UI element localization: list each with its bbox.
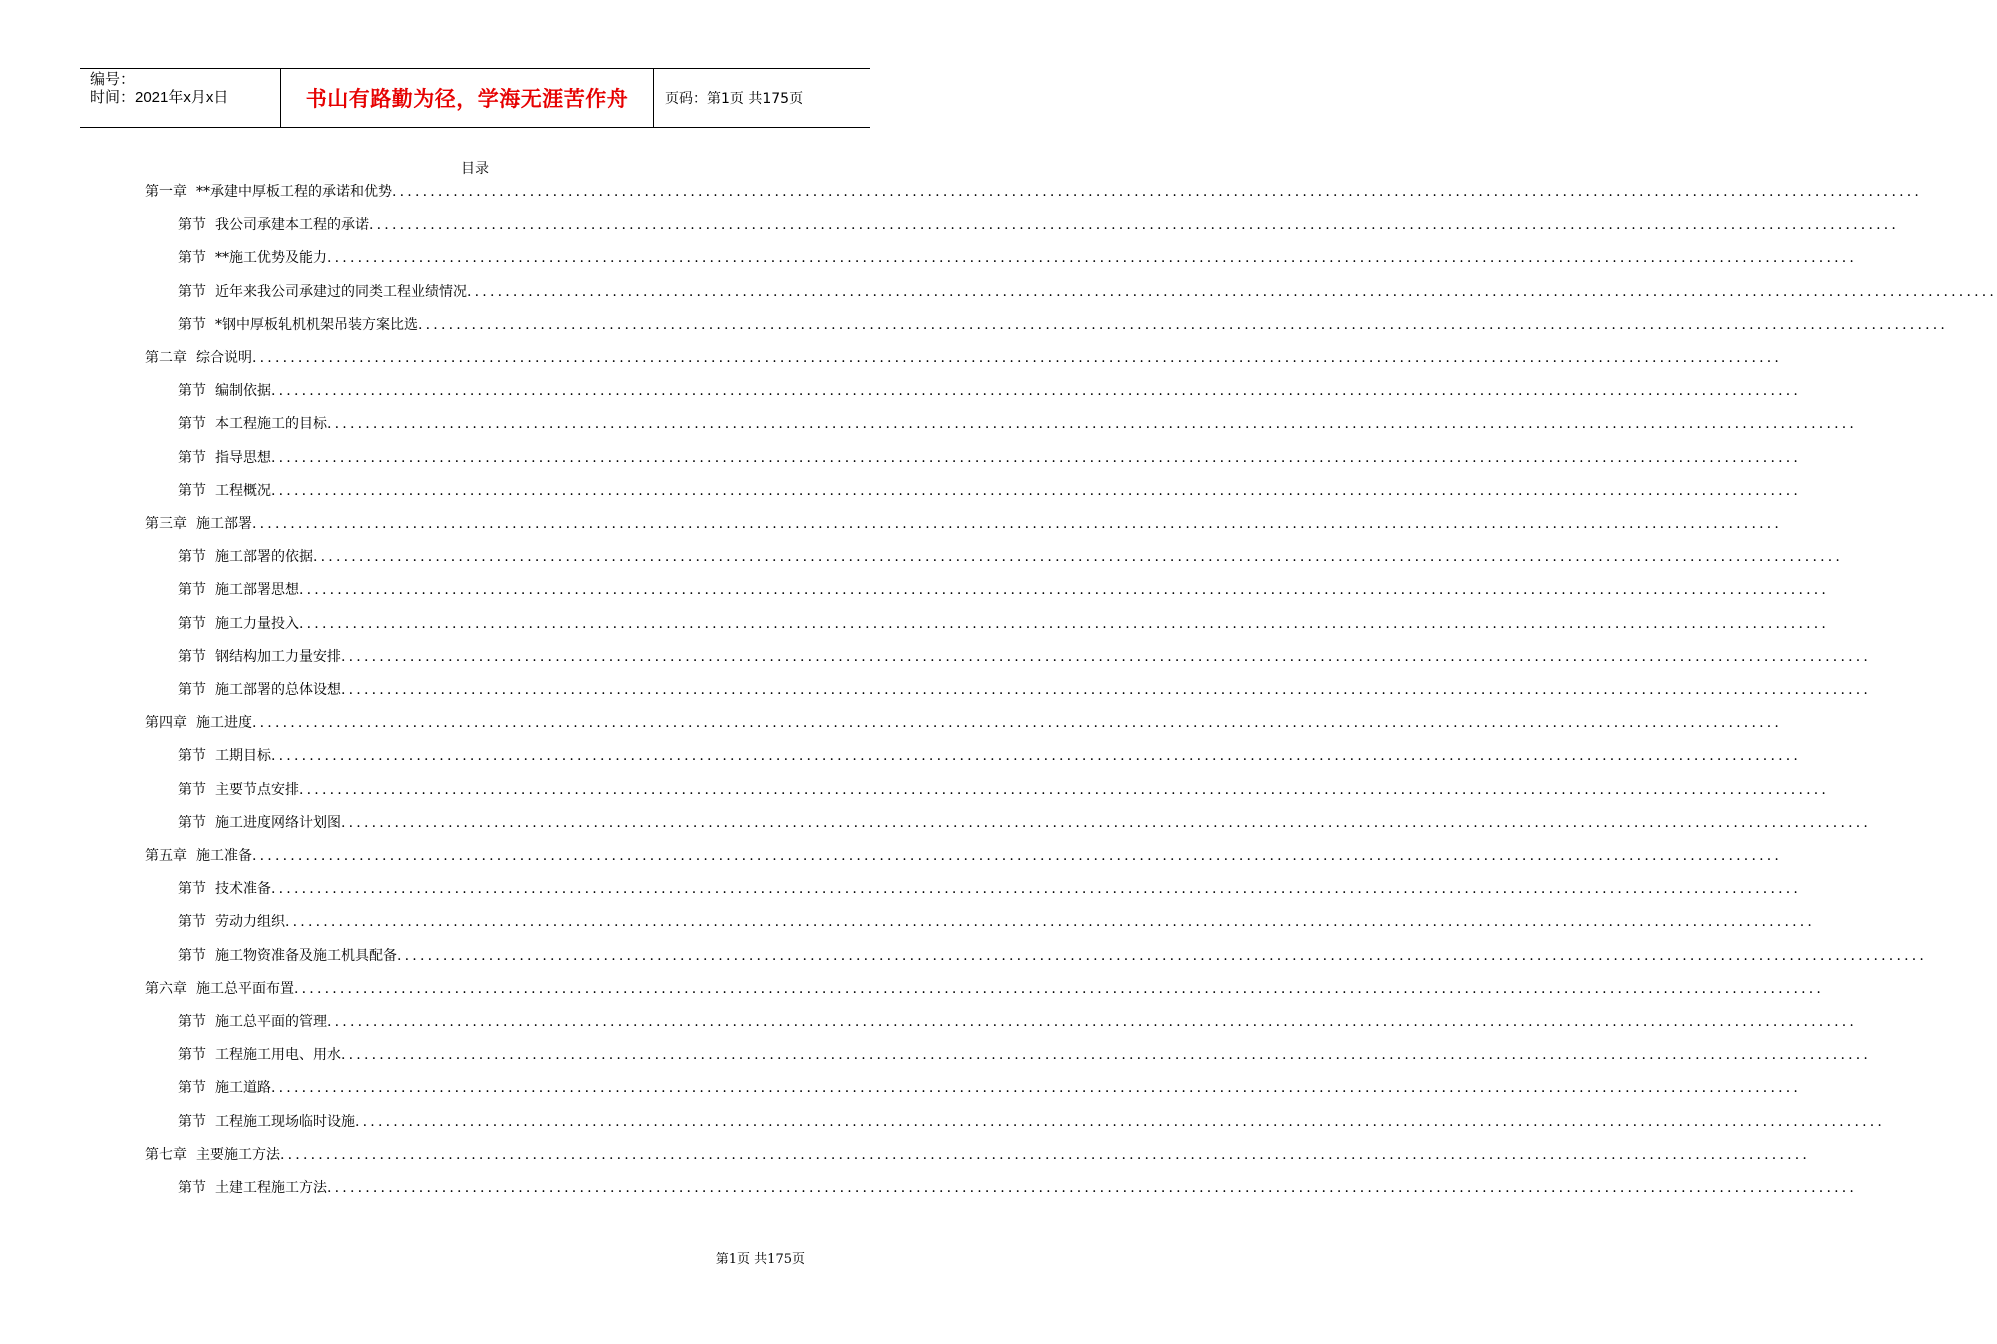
toc-entry-label bbox=[145, 1144, 280, 1164]
toc-entry-text: 施工总平面布置 bbox=[196, 981, 294, 997]
toc-entry-prefix: 第节 bbox=[178, 1047, 206, 1063]
toc-section-entry[interactable] bbox=[178, 214, 1900, 234]
toc-section-entry[interactable] bbox=[178, 579, 1830, 599]
toc-title: 目录 bbox=[461, 161, 489, 177]
toc-entry-label bbox=[145, 181, 392, 201]
toc-dot-leader: ........................................................................................................................................................................................................ bbox=[271, 881, 1802, 897]
toc-entry-text: 近年来我公司承建过的同类工程业绩情况 bbox=[215, 284, 467, 300]
toc-entry-label bbox=[178, 214, 369, 234]
toc-section-entry[interactable] bbox=[178, 1011, 1858, 1031]
toc-entry-text: 技术准备 bbox=[215, 881, 271, 897]
toc-entry-text: 劳动力组织 bbox=[215, 914, 285, 930]
toc-entry-label bbox=[178, 945, 397, 965]
toc-entry-prefix: 第节 bbox=[178, 450, 206, 466]
toc-section-entry[interactable] bbox=[178, 314, 1949, 334]
toc-entry-prefix: 第一章 bbox=[145, 184, 187, 200]
toc-dot-leader: ........................................................................................................................................................................................................ bbox=[467, 284, 1997, 300]
toc-section-entry[interactable] bbox=[178, 1177, 1858, 1197]
toc-entry-prefix: 第节 bbox=[178, 483, 206, 499]
toc-dot-leader: ........................................................................................................................................................................................................ bbox=[271, 1080, 1802, 1096]
toc-entry-prefix: 第节 bbox=[178, 549, 206, 565]
toc-entry-prefix: 第三章 bbox=[145, 516, 187, 532]
toc-dot-leader: ........................................................................................................................................................................................................ bbox=[299, 616, 1830, 632]
toc-entry-prefix: 第节 bbox=[178, 948, 206, 964]
toc-dot-leader: ........................................................................................................................................................................................................ bbox=[271, 383, 1802, 399]
toc-entry-prefix: 第节 bbox=[178, 682, 206, 698]
toc-entry-label bbox=[178, 646, 341, 666]
toc-entry-label bbox=[178, 480, 271, 500]
toc-entry-prefix: 第五章 bbox=[145, 848, 187, 864]
toc-entry-prefix: 第节 bbox=[178, 1180, 206, 1196]
toc-dot-leader: ........................................................................................................................................................................................................ bbox=[418, 317, 1949, 333]
toc-entry-prefix: 第七章 bbox=[145, 1147, 187, 1163]
toc-entry-text: *钢中厚板轧机机架吊装方案比选 bbox=[215, 317, 418, 333]
toc-dot-leader: ........................................................................................................................................................................................................ bbox=[299, 782, 1830, 798]
toc-entry-prefix: 第节 bbox=[178, 782, 206, 798]
toc-entry-label bbox=[178, 314, 418, 334]
toc-section-entry[interactable] bbox=[178, 447, 1802, 467]
toc-entry-prefix: 第节 bbox=[178, 1080, 206, 1096]
toc-entry-prefix: 第节 bbox=[178, 284, 206, 300]
toc-entry-prefix: 第四章 bbox=[145, 715, 187, 731]
toc-section-entry[interactable] bbox=[178, 613, 1830, 633]
toc-entry-text: 综合说明 bbox=[196, 350, 252, 366]
toc-dot-leader: ........................................................................................................................................................................................................ bbox=[392, 184, 1923, 200]
toc-entry-label bbox=[178, 413, 327, 433]
toc-section-entry[interactable] bbox=[178, 281, 1997, 301]
toc-dot-leader: ........................................................................................................................................................................................................ bbox=[252, 350, 1783, 366]
header-page-info: 页码：第1页 共175页 bbox=[665, 91, 804, 107]
toc-dot-leader: ........................................................................................................................................................................................................ bbox=[327, 1180, 1858, 1196]
toc-chapter-entry[interactable] bbox=[145, 978, 1825, 998]
toc-entry-prefix: 第节 bbox=[178, 1114, 206, 1130]
toc-entry-text: 土建工程施工方法 bbox=[215, 1180, 327, 1196]
toc-entry-label bbox=[178, 281, 467, 301]
header-motto: 书山有路勤为径，学海无涯苦作舟 bbox=[281, 69, 654, 127]
toc-section-entry[interactable] bbox=[178, 945, 1928, 965]
toc-entry-label bbox=[178, 1177, 327, 1197]
toc-entry-label bbox=[145, 845, 252, 865]
toc-entry-text: 编制依据 bbox=[215, 383, 271, 399]
toc-chapter-entry[interactable] bbox=[145, 181, 1923, 201]
page-header bbox=[80, 68, 870, 128]
toc-entry-label bbox=[178, 1044, 341, 1064]
toc-entry-prefix: 第节 bbox=[178, 317, 206, 333]
toc-dot-leader: ........................................................................................................................................................................................................ bbox=[341, 1047, 1872, 1063]
toc-chapter-entry[interactable] bbox=[145, 845, 1783, 865]
toc-entry-label bbox=[178, 1077, 271, 1097]
toc-entry-prefix: 第节 bbox=[178, 748, 206, 764]
toc-entry-text: **施工优势及能力 bbox=[215, 250, 327, 266]
toc-section-entry[interactable] bbox=[178, 1077, 1802, 1097]
toc-entry-text: 施工部署的总体设想 bbox=[215, 682, 341, 698]
toc-entry-label bbox=[145, 978, 294, 998]
toc-dot-leader: ........................................................................................................................................................................................................ bbox=[397, 948, 1928, 964]
toc-section-entry[interactable] bbox=[178, 679, 1872, 699]
toc-entry-text: 我公司承建本工程的承诺 bbox=[215, 217, 369, 233]
toc-entry-text: 主要节点安排 bbox=[215, 782, 299, 798]
toc-dot-leader: ........................................................................................................................................................................................................ bbox=[271, 748, 1802, 764]
toc-section-entry[interactable] bbox=[178, 878, 1802, 898]
toc-section-entry[interactable] bbox=[178, 745, 1802, 765]
toc-section-entry[interactable] bbox=[178, 1044, 1872, 1064]
toc-dot-leader: ........................................................................................................................................................................................................ bbox=[299, 582, 1830, 598]
toc-dot-leader: ........................................................................................................................................................................................................ bbox=[313, 549, 1844, 565]
toc-section-entry[interactable] bbox=[178, 380, 1802, 400]
toc-entry-text: 钢结构加工力量安排 bbox=[215, 649, 341, 665]
toc-entry-label bbox=[178, 745, 271, 765]
toc-entry-label bbox=[178, 579, 299, 599]
toc-entry-text: 工程概况 bbox=[215, 483, 271, 499]
toc-dot-leader: ........................................................................................................................................................................................................ bbox=[327, 416, 1858, 432]
toc-dot-leader: ........................................................................................................................................................................................................ bbox=[327, 1014, 1858, 1030]
toc-entry-text: 施工部署 bbox=[196, 516, 252, 532]
toc-entry-text: 施工进度网络计划图 bbox=[215, 815, 341, 831]
toc-entry-text: 工程施工现场临时设施 bbox=[215, 1114, 355, 1130]
toc-entry-label bbox=[178, 447, 271, 467]
toc-dot-leader: ........................................................................................................................................................................................................ bbox=[327, 250, 1858, 266]
toc-entry-label bbox=[178, 878, 271, 898]
toc-dot-leader: ........................................................................................................................................................................................................ bbox=[341, 815, 1872, 831]
toc-entry-prefix: 第节 bbox=[178, 416, 206, 432]
toc-entry-text: 施工力量投入 bbox=[215, 616, 299, 632]
toc-entry-prefix: 第节 bbox=[178, 1014, 206, 1030]
toc-dot-leader: ........................................................................................................................................................................................................ bbox=[252, 516, 1783, 532]
toc-entry-label bbox=[145, 712, 252, 732]
toc-entry-label bbox=[178, 779, 299, 799]
toc-entry-prefix: 第节 bbox=[178, 616, 206, 632]
toc-entry-label bbox=[178, 812, 341, 832]
toc-entry-prefix: 第节 bbox=[178, 217, 206, 233]
toc-entry-label bbox=[178, 546, 313, 566]
toc-dot-leader: ........................................................................................................................................................................................................ bbox=[252, 848, 1783, 864]
number-label: 编号： bbox=[90, 71, 136, 88]
toc-section-entry[interactable] bbox=[178, 546, 1844, 566]
toc-section-entry[interactable] bbox=[178, 911, 1816, 931]
toc-section-entry[interactable] bbox=[178, 1111, 1886, 1131]
toc-chapter-entry[interactable] bbox=[145, 347, 1783, 367]
toc-entry-text: 施工道路 bbox=[215, 1080, 271, 1096]
toc-entry-prefix: 第节 bbox=[178, 815, 206, 831]
toc-section-entry[interactable] bbox=[178, 646, 1872, 666]
toc-entry-text: 施工准备 bbox=[196, 848, 252, 864]
toc-entry-text: 施工部署思想 bbox=[215, 582, 299, 598]
toc-section-entry[interactable] bbox=[178, 779, 1830, 799]
toc-dot-leader: ........................................................................................................................................................................................................ bbox=[341, 682, 1872, 698]
toc-entry-prefix: 第节 bbox=[178, 250, 206, 266]
toc-dot-leader: ........................................................................................................................................................................................................ bbox=[252, 715, 1783, 731]
toc-dot-leader: ........................................................................................................................................................................................................ bbox=[271, 483, 1802, 499]
toc-entry-prefix: 第节 bbox=[178, 881, 206, 897]
page-footer: 第1页 共175页 bbox=[715, 1252, 805, 1267]
toc-entry-text: 本工程施工的目标 bbox=[215, 416, 327, 432]
toc-section-entry[interactable] bbox=[178, 247, 1858, 267]
toc-entry-label bbox=[178, 247, 327, 267]
toc-dot-leader: ........................................................................................................................................................................................................ bbox=[369, 217, 1900, 233]
toc-entry-prefix: 第节 bbox=[178, 383, 206, 399]
toc-entry-prefix: 第节 bbox=[178, 914, 206, 930]
toc-entry-text: 工期目标 bbox=[215, 748, 271, 764]
time-label: 时间：2021年x月x日 bbox=[90, 89, 229, 106]
toc-dot-leader: ........................................................................................................................................................................................................ bbox=[294, 981, 1825, 997]
toc-entry-label bbox=[178, 380, 271, 400]
toc-section-entry[interactable] bbox=[178, 480, 1802, 500]
toc-entry-text: 施工进度 bbox=[196, 715, 252, 731]
toc-entry-label bbox=[145, 513, 252, 533]
toc-entry-prefix: 第节 bbox=[178, 582, 206, 598]
toc-dot-leader: ........................................................................................................................................................................................................ bbox=[341, 649, 1872, 665]
toc-chapter-entry[interactable] bbox=[145, 513, 1783, 533]
toc-section-entry[interactable] bbox=[178, 812, 1872, 832]
toc-chapter-entry[interactable] bbox=[145, 1144, 1811, 1164]
toc-entry-text: 主要施工方法 bbox=[196, 1147, 280, 1163]
toc-dot-leader: ........................................................................................................................................................................................................ bbox=[285, 914, 1816, 930]
toc-entry-label bbox=[178, 911, 285, 931]
toc-section-entry[interactable] bbox=[178, 413, 1858, 433]
toc-entry-prefix: 第节 bbox=[178, 649, 206, 665]
toc-entry-label bbox=[178, 1111, 355, 1131]
toc-entry-text: 工程施工用电、用水 bbox=[215, 1047, 341, 1063]
toc-dot-leader: ........................................................................................................................................................................................................ bbox=[280, 1147, 1811, 1163]
toc-entry-label bbox=[178, 1011, 327, 1031]
toc-entry-text: 施工部署的依据 bbox=[215, 549, 313, 565]
toc-chapter-entry[interactable] bbox=[145, 712, 1783, 732]
header-meta bbox=[80, 69, 281, 127]
toc-entry-prefix: 第六章 bbox=[145, 981, 187, 997]
toc-entry-label bbox=[178, 679, 341, 699]
toc-entry-text: 施工总平面的管理 bbox=[215, 1014, 327, 1030]
toc-entry-prefix: 第二章 bbox=[145, 350, 187, 366]
toc-entry-label bbox=[178, 613, 299, 633]
toc-dot-leader: ........................................................................................................................................................................................................ bbox=[271, 450, 1802, 466]
toc-dot-leader: ........................................................................................................................................................................................................ bbox=[355, 1114, 1886, 1130]
toc-entry-label bbox=[145, 347, 252, 367]
toc-entry-text: 指导思想 bbox=[215, 450, 271, 466]
toc-entry-text: 施工物资准备及施工机具配备 bbox=[215, 948, 397, 964]
toc-entry-text: **承建中厚板工程的承诺和优势 bbox=[196, 184, 392, 200]
